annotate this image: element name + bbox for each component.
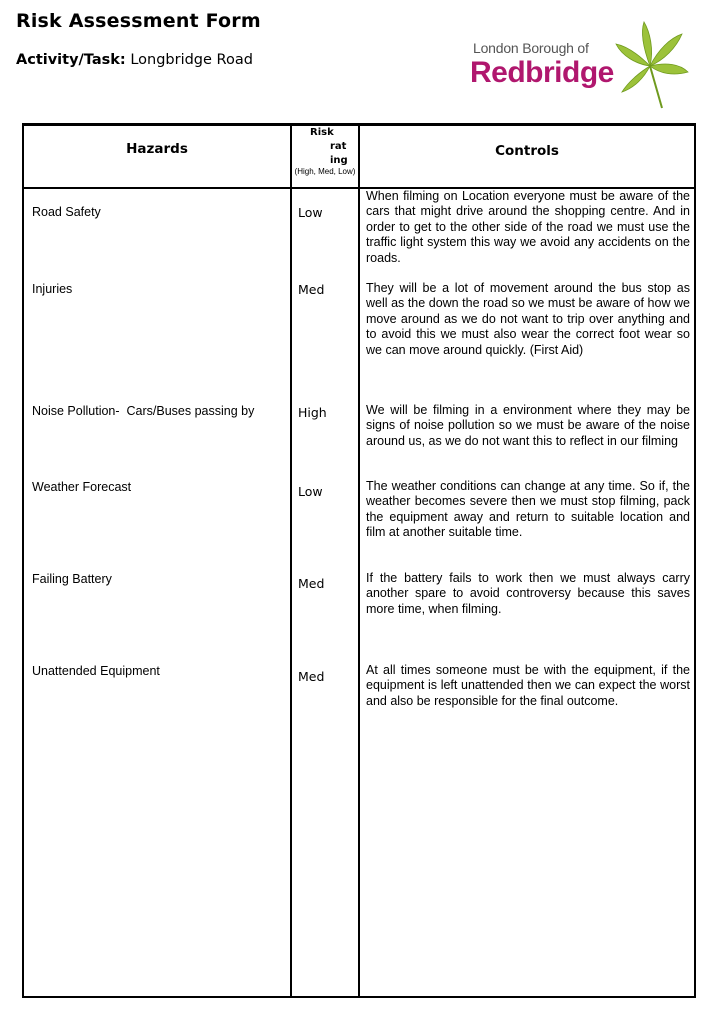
rating-cell: Med xyxy=(298,282,325,297)
rating-cell: Low xyxy=(298,205,323,220)
chestnut-leaf-icon xyxy=(614,20,690,110)
activity-label: Activity/Task: xyxy=(16,52,126,68)
hazard-cell: Unattended Equipment xyxy=(32,664,160,678)
rating-cell: Med xyxy=(298,669,325,684)
activity-value: Longbridge Road xyxy=(130,52,253,68)
control-cell: They will be a lot of movement around the bus stop as well as the down the road so we must be aware of how we move around as we do not want to trip over anything and to avoid this we must also wear the correct foot wear so we can move around quickly. (First Aid) xyxy=(366,281,690,357)
control-cell: We will be filming in a environment where they may be signs of noise pollution so we must be aware of the noise around us, as we do not want this to reflect in our filming xyxy=(366,403,690,448)
hazard-cell: Weather Forecast xyxy=(32,480,132,494)
hazard-cell: Road Safety xyxy=(32,205,101,219)
form-title: Risk Assessment Form xyxy=(16,10,261,32)
controls-header: Controls xyxy=(495,143,559,159)
control-cell: If the battery fails to work then we must always carry another spare to avoid controversy because this saves more time, when filming. xyxy=(366,571,690,616)
risk-header-line3: ing xyxy=(330,155,348,166)
activity-line xyxy=(16,52,253,68)
hazards-header: Hazards xyxy=(126,141,188,157)
hazard-cell: Noise Pollution- Cars/Buses passing by xyxy=(32,404,255,418)
hazard-cell: Injuries xyxy=(32,282,73,296)
control-cell: At all times someone must be with the equipment, if the equipment is left unattended then we can expect the worst and also be responsible for the final outcome. xyxy=(366,663,690,708)
rating-cell: Med xyxy=(298,576,325,591)
redbridge-logo xyxy=(470,22,690,108)
logo-line1: London Borough of xyxy=(473,40,589,56)
hazard-cell: Failing Battery xyxy=(32,572,112,586)
risk-header-line1: Risk xyxy=(310,127,334,138)
rating-cell: Low xyxy=(298,484,323,499)
risk-header-line2: rat xyxy=(330,141,347,152)
rating-cell: High xyxy=(298,405,327,420)
control-cell: The weather conditions can change at any time. So if, the weather becomes severe then we must stop filming, pack the equipment away and return to suitable location and film at another suitable time. xyxy=(366,479,690,540)
column-divider xyxy=(358,126,360,996)
risk-header-subtitle: (High, Med, Low) xyxy=(294,167,356,176)
control-cell: When filming on Location everyone must be aware of the cars that might drive around the shopping centre. And in order to get to the other side of the road we must use the traffic light system this way we avoid any accidents on the roads. xyxy=(366,189,690,265)
logo-line2: Redbridge xyxy=(470,56,614,89)
risk-table xyxy=(22,123,696,998)
column-divider xyxy=(290,126,292,996)
